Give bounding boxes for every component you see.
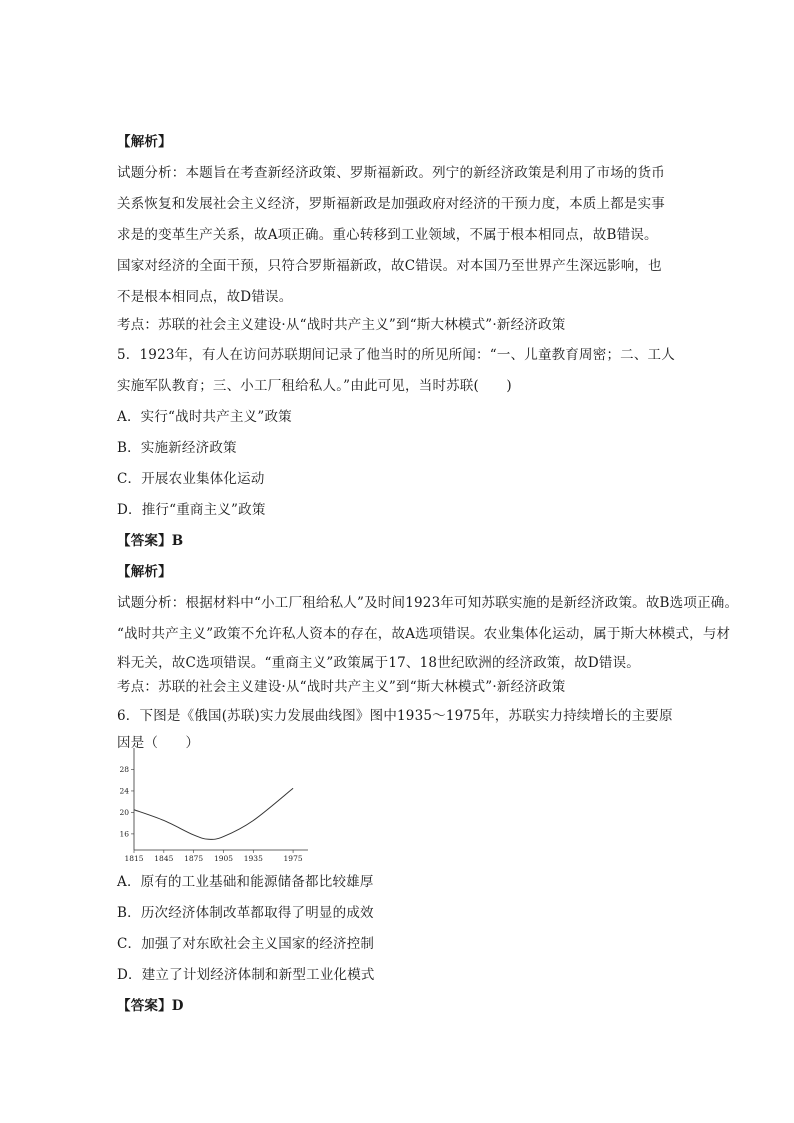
text-line: 料无关，故C选项错误。“重商主义”政策属于17、18世纪欧洲的经济政策，故D错误。: [117, 655, 641, 671]
question-5-stem: 实施军队教育；三、小工厂租给私人。”由此可见，当时苏联( ): [117, 378, 512, 394]
option-a: A．实行“战时共产主义”政策: [117, 409, 292, 425]
option-a: A．原有的工业基础和能源储备都比较雄厚: [117, 874, 374, 890]
y-tick-label: 20: [119, 807, 129, 817]
x-tick-label: 1875: [184, 854, 204, 862]
answer-label: 【答案】B: [117, 533, 184, 549]
strength-curve: [134, 788, 293, 839]
option-c: C．加强了对东欧社会主义国家的经济控制: [117, 936, 375, 952]
question-6-stem: 因是（ ）: [117, 735, 200, 751]
text-line: 试题分析：根据材料中“小工厂租给私人”及时间1923年可知苏联实施的是新经济政策。故B选项正确。: [117, 595, 739, 611]
y-tick-label: 28: [119, 764, 129, 774]
x-tick-label: 1905: [213, 854, 234, 862]
x-tick-label: 1935: [243, 854, 263, 862]
question-6-stem: 6．下图是《俄国(苏联)实力发展曲线图》图中1935～1975年，苏联实力持续增长的主要原: [117, 708, 673, 724]
answer-label: 【答案】D: [117, 998, 184, 1014]
exam-point: 考点：苏联的社会主义建设·从“战时共产主义”到“斯大林模式”·新经济政策: [117, 679, 566, 695]
text-line: 试题分析：本题旨在考查新经济政策、罗斯福新政。列宁的新经济政策是利用了市场的货币: [117, 165, 665, 181]
text-line: 关系恢复和发展社会主义经济，罗斯福新政是加强政府对经济的干预力度，本质上都是实事: [117, 196, 665, 212]
text-line: “战时共产主义”政策不允许私人资本的存在，故A选项错误。农业集体化运动，属于斯大林模式，与材: [117, 626, 731, 642]
y-tick-label: 16: [119, 829, 129, 839]
analysis-heading: 【解析】: [117, 564, 172, 580]
option-b: B．历次经济体制改革都取得了明显的成效: [117, 905, 374, 921]
text-line: 求是的变革生产关系，故A项正确。重心转移到工业领域，不属于根本相同点，故B错误。: [117, 227, 658, 243]
text-line: 不是根本相同点，故D错误。: [117, 289, 293, 305]
option-b: B．实施新经济政策: [117, 440, 237, 456]
y-tick-label: 24: [119, 786, 129, 796]
exam-point: 考点：苏联的社会主义建设·从“战时共产主义”到“斯大林模式”·新经济政策: [117, 317, 566, 333]
option-d: D．推行“重商主义”政策: [117, 502, 266, 518]
text-line: 国家对经济的全面干预，只符合罗斯福新政，故C错误。对本国乃至世界产生深远影响，也: [117, 258, 662, 274]
x-tick-label: 1975: [283, 854, 303, 862]
strength-curve-chart: [112, 744, 312, 862]
option-c: C．开展农业集体化运动: [117, 471, 265, 487]
analysis-heading: 【解析】: [117, 134, 172, 150]
question-5-stem: 5．1923年，有人在访问苏联期间记录了他当时的所见所闻：“一、儿童教育周密；二、工人: [117, 347, 675, 363]
x-tick-label: 1815: [124, 854, 144, 862]
x-tick-label: 1845: [154, 854, 174, 862]
option-d: D．建立了计划经济体制和新型工业化模式: [117, 967, 375, 983]
